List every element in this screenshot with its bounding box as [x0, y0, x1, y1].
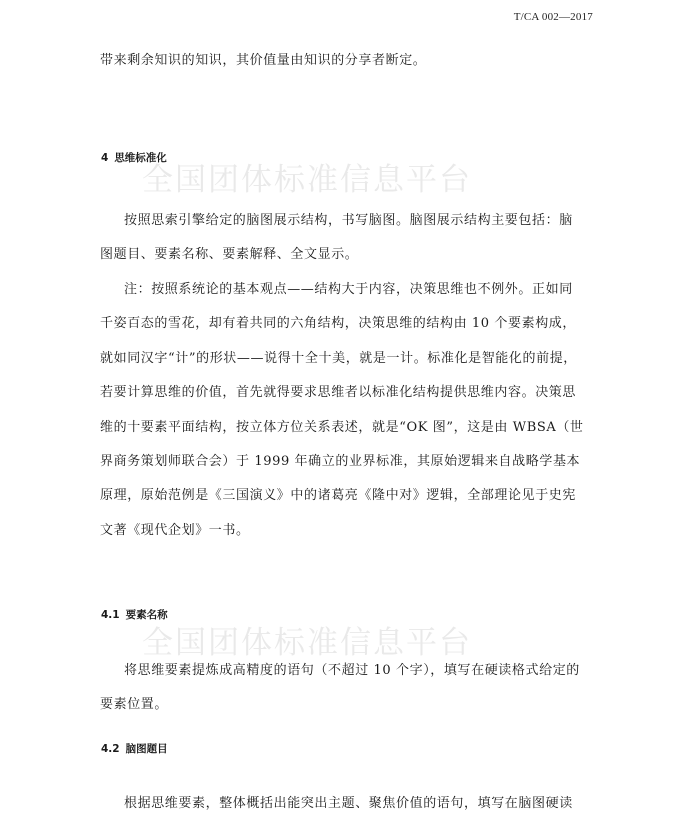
section-4-1-line-2: 要素位置。 — [100, 697, 169, 712]
intro-line: 带来剩余知识的知识，其价值量由知识的分享者断定。 — [100, 53, 427, 68]
note-line-4: 若要计算思维的价值，首先就得要求思维者以标准化结构提供思维内容。决策思 — [100, 385, 577, 400]
section-4-number: 4 — [101, 152, 109, 164]
note-line-8: 文著《现代企划》一书。 — [100, 523, 250, 538]
section-4-2-heading — [101, 741, 168, 756]
note-line-2: 千姿百态的雪花，却有着共同的六角结构，决策思维的结构由 10 个要素构成， — [100, 316, 577, 331]
note-line-3: 就如同汉字“计”的形状——说得十全十美，就是一计。标准化是智能化的前提， — [100, 351, 577, 366]
section-4-1-number: 4.1 — [101, 609, 120, 621]
note-line-5: 维的十要素平面结构，按立体方位关系表述，就是“OK 图”，这是由 WBSA（世 — [100, 420, 584, 435]
section-4-1-title: 要素名称 — [125, 609, 168, 621]
note-line-1: 注：按照系统论的基本观点——结构大于内容，决策思维也不例外。正如同 — [124, 282, 573, 297]
section-4-2-line-1: 根据思维要素，整体概括出能突出主题、聚焦价值的语句，填写在脑图硬读 — [124, 796, 573, 811]
note-line-6: 界商务策划师联合会）于 1999 年确立的业界标准，其原始逻辑来自战略学基本 — [100, 454, 581, 469]
section-4-title: 思维标准化 — [114, 152, 167, 164]
note-line-7: 原理，原始范例是《三国演义》中的诸葛亮《隆中对》逻辑，全部理论见于史宪 — [100, 488, 577, 503]
watermark-1: 全国团体标准信息平台 — [142, 162, 472, 198]
standard-code: T/CA 002—2017 — [513, 11, 593, 23]
section-4-2-title: 脑图题目 — [125, 743, 168, 755]
section-4-1-line-1: 将思维要素提炼成高精度的语句（不超过 10 个字），填写在硬读格式给定的 — [124, 663, 580, 678]
section-4-para1-line-2: 图题目、要素名称、要素解释、全文显示。 — [100, 247, 359, 262]
section-4-para1-line-1: 按照思索引擎给定的脑图展示结构，书写脑图。脑图展示结构主要包括：脑 — [124, 213, 573, 228]
watermark-2: 全国团体标准信息平台 — [142, 625, 472, 661]
section-4-1-heading — [101, 607, 168, 622]
section-4-heading — [101, 150, 167, 165]
section-4-2-number: 4.2 — [101, 743, 120, 755]
